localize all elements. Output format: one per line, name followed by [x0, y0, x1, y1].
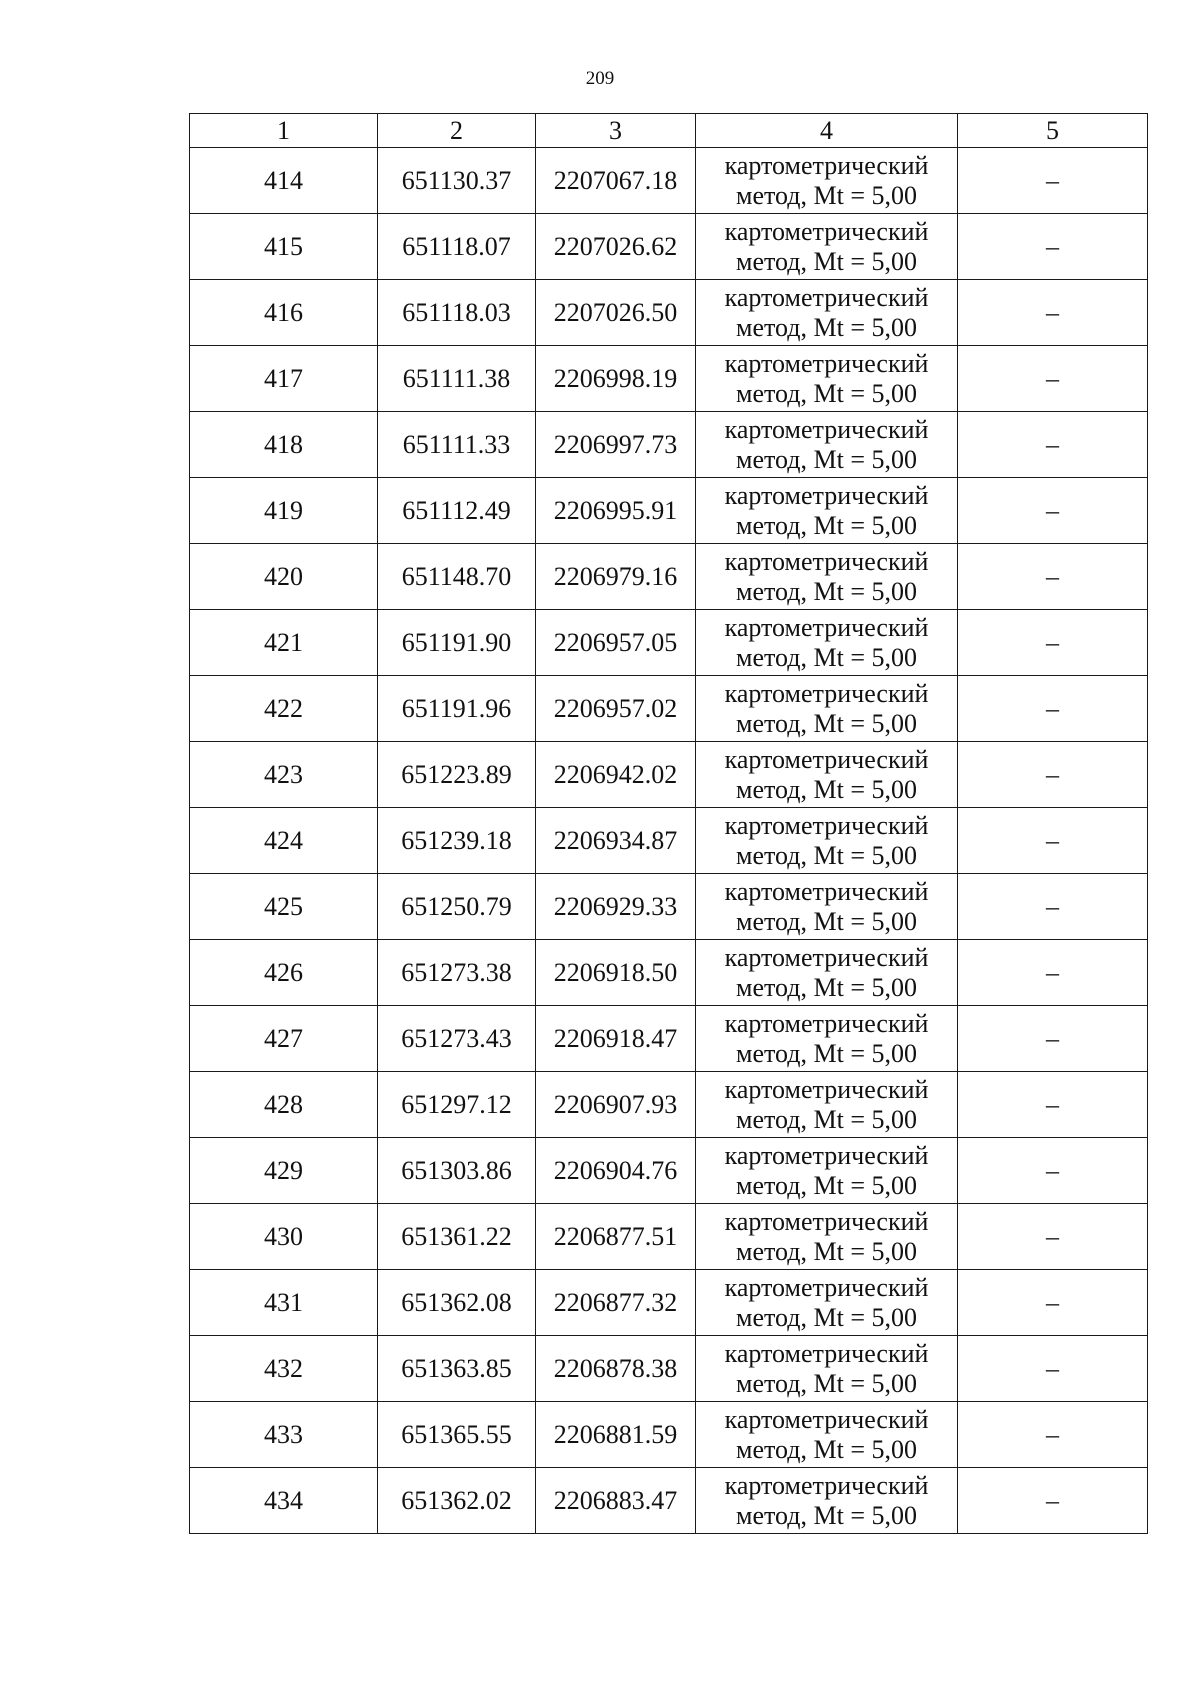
point-number-cell: 433 [190, 1402, 378, 1468]
method-text-line2: метод, Mt = 5,00 [736, 1434, 917, 1464]
method-cell [696, 1006, 958, 1072]
y-coordinate-cell: 2206907.93 [536, 1072, 696, 1138]
method-cell [696, 478, 958, 544]
y-coordinate-cell: 2206929.33 [536, 874, 696, 940]
method-text-line1: картометрический [724, 942, 929, 972]
method-text-line1: картометрический [724, 612, 929, 642]
method-text-line2: метод, Mt = 5,00 [736, 378, 917, 408]
method-text-line2: метод, Mt = 5,00 [736, 312, 917, 342]
method-text-line1: картометрический [724, 1008, 929, 1038]
note-cell: – [958, 412, 1148, 478]
point-number-cell: 418 [190, 412, 378, 478]
x-coordinate-cell: 651118.03 [378, 280, 536, 346]
y-coordinate-cell: 2206904.76 [536, 1138, 696, 1204]
x-coordinate-cell: 651250.79 [378, 874, 536, 940]
method-text-line2: метод, Mt = 5,00 [736, 246, 917, 276]
method-text-line1: картометрический [724, 1404, 929, 1434]
note-cell: – [958, 1072, 1148, 1138]
point-number-cell: 424 [190, 808, 378, 874]
table-row [190, 214, 1148, 280]
table-row [190, 1270, 1148, 1336]
y-coordinate-cell: 2206877.51 [536, 1204, 696, 1270]
y-coordinate-cell: 2206877.32 [536, 1270, 696, 1336]
table-row [190, 1468, 1148, 1534]
y-coordinate-cell: 2206995.91 [536, 478, 696, 544]
method-text-line2: метод, Mt = 5,00 [736, 972, 917, 1002]
y-coordinate-cell: 2206998.19 [536, 346, 696, 412]
x-coordinate-cell: 651239.18 [378, 808, 536, 874]
method-cell [696, 742, 958, 808]
note-cell: – [958, 1402, 1148, 1468]
method-cell [696, 1138, 958, 1204]
y-coordinate-cell: 2206957.05 [536, 610, 696, 676]
note-cell: – [958, 1204, 1148, 1270]
note-cell: – [958, 214, 1148, 280]
table-row [190, 1072, 1148, 1138]
method-text-line1: картометрический [724, 150, 929, 180]
note-cell: – [958, 1138, 1148, 1204]
method-cell [696, 148, 958, 214]
method-text-line1: картометрический [724, 1470, 929, 1500]
method-text-line2: метод, Mt = 5,00 [736, 642, 917, 672]
note-cell: – [958, 346, 1148, 412]
note-cell: – [958, 148, 1148, 214]
method-text-line1: картометрический [724, 1338, 929, 1368]
point-number-cell: 419 [190, 478, 378, 544]
point-number-cell: 428 [190, 1072, 378, 1138]
method-cell [696, 610, 958, 676]
header-cell-4: 4 [696, 114, 958, 148]
note-cell: – [958, 1270, 1148, 1336]
method-text-line2: метод, Mt = 5,00 [736, 510, 917, 540]
point-number-cell: 417 [190, 346, 378, 412]
y-coordinate-cell: 2207026.62 [536, 214, 696, 280]
header-cell-3: 3 [536, 114, 696, 148]
x-coordinate-cell: 651191.96 [378, 676, 536, 742]
method-cell [696, 1204, 958, 1270]
header-cell-5: 5 [958, 114, 1148, 148]
y-coordinate-cell: 2207026.50 [536, 280, 696, 346]
y-coordinate-cell: 2207067.18 [536, 148, 696, 214]
note-cell: – [958, 1336, 1148, 1402]
coordinates-table [189, 113, 1148, 1534]
method-cell [696, 544, 958, 610]
method-text-line2: метод, Mt = 5,00 [736, 576, 917, 606]
x-coordinate-cell: 651118.07 [378, 214, 536, 280]
note-cell: – [958, 742, 1148, 808]
y-coordinate-cell: 2206957.02 [536, 676, 696, 742]
y-coordinate-cell: 2206878.38 [536, 1336, 696, 1402]
x-coordinate-cell: 651303.86 [378, 1138, 536, 1204]
point-number-cell: 434 [190, 1468, 378, 1534]
method-cell [696, 412, 958, 478]
point-number-cell: 425 [190, 874, 378, 940]
method-cell [696, 280, 958, 346]
method-cell [696, 1468, 958, 1534]
table-row [190, 808, 1148, 874]
point-number-cell: 414 [190, 148, 378, 214]
y-coordinate-cell: 2206934.87 [536, 808, 696, 874]
point-number-cell: 429 [190, 1138, 378, 1204]
note-cell: – [958, 1468, 1148, 1534]
y-coordinate-cell: 2206881.59 [536, 1402, 696, 1468]
method-cell [696, 808, 958, 874]
table-row [190, 1006, 1148, 1072]
method-text-line2: метод, Mt = 5,00 [736, 1170, 917, 1200]
method-text-line1: картометрический [724, 1140, 929, 1170]
x-coordinate-cell: 651297.12 [378, 1072, 536, 1138]
page-number: 209 [585, 68, 615, 89]
x-coordinate-cell: 651111.38 [378, 346, 536, 412]
method-text-line1: картометрический [724, 744, 929, 774]
method-cell [696, 1402, 958, 1468]
y-coordinate-cell: 2206979.16 [536, 544, 696, 610]
y-coordinate-cell: 2206883.47 [536, 1468, 696, 1534]
method-text-line2: метод, Mt = 5,00 [736, 1104, 917, 1134]
method-text-line2: метод, Mt = 5,00 [736, 1236, 917, 1266]
method-cell [696, 346, 958, 412]
note-cell: – [958, 676, 1148, 742]
table-row [190, 544, 1148, 610]
method-text-line1: картометрический [724, 480, 929, 510]
table-row [190, 478, 1148, 544]
method-text-line2: метод, Mt = 5,00 [736, 1302, 917, 1332]
x-coordinate-cell: 651273.38 [378, 940, 536, 1006]
method-text-line1: картометрический [724, 348, 929, 378]
point-number-cell: 431 [190, 1270, 378, 1336]
note-cell: – [958, 280, 1148, 346]
method-text-line1: картометрический [724, 414, 929, 444]
table-row [190, 742, 1148, 808]
method-text-line1: картометрический [724, 282, 929, 312]
method-text-line1: картометрический [724, 678, 929, 708]
x-coordinate-cell: 651362.02 [378, 1468, 536, 1534]
method-text-line2: метод, Mt = 5,00 [736, 906, 917, 936]
table-header [190, 114, 1148, 148]
note-cell: – [958, 940, 1148, 1006]
method-cell [696, 676, 958, 742]
method-text-line2: метод, Mt = 5,00 [736, 1038, 917, 1068]
method-text-line1: картометрический [724, 546, 929, 576]
table-row [190, 676, 1148, 742]
table-row [190, 412, 1148, 478]
method-cell [696, 1072, 958, 1138]
point-number-cell: 415 [190, 214, 378, 280]
method-text-line2: метод, Mt = 5,00 [736, 1500, 917, 1530]
table-row [190, 1138, 1148, 1204]
x-coordinate-cell: 651111.33 [378, 412, 536, 478]
method-cell [696, 214, 958, 280]
note-cell: – [958, 610, 1148, 676]
method-text-line2: метод, Mt = 5,00 [736, 180, 917, 210]
method-text-line2: метод, Mt = 5,00 [736, 708, 917, 738]
method-text-line2: метод, Mt = 5,00 [736, 444, 917, 474]
table-row [190, 148, 1148, 214]
table-row [190, 940, 1148, 1006]
point-number-cell: 416 [190, 280, 378, 346]
method-text-line1: картометрический [724, 216, 929, 246]
table-row [190, 346, 1148, 412]
note-cell: – [958, 544, 1148, 610]
point-number-cell: 427 [190, 1006, 378, 1072]
table-row [190, 1402, 1148, 1468]
point-number-cell: 421 [190, 610, 378, 676]
method-text-line2: метод, Mt = 5,00 [736, 774, 917, 804]
method-text-line1: картометрический [724, 810, 929, 840]
point-number-cell: 423 [190, 742, 378, 808]
x-coordinate-cell: 651361.22 [378, 1204, 536, 1270]
table-row [190, 1336, 1148, 1402]
table-row [190, 280, 1148, 346]
x-coordinate-cell: 651130.37 [378, 148, 536, 214]
method-text-line1: картометрический [724, 876, 929, 906]
y-coordinate-cell: 2206918.50 [536, 940, 696, 1006]
header-cell-1: 1 [190, 114, 378, 148]
note-cell: – [958, 874, 1148, 940]
table-row [190, 610, 1148, 676]
note-cell: – [958, 1006, 1148, 1072]
method-text-line1: картометрический [724, 1272, 929, 1302]
y-coordinate-cell: 2206918.47 [536, 1006, 696, 1072]
table-row [190, 1204, 1148, 1270]
x-coordinate-cell: 651273.43 [378, 1006, 536, 1072]
method-text-line2: метод, Mt = 5,00 [736, 1368, 917, 1398]
method-text-line2: метод, Mt = 5,00 [736, 840, 917, 870]
method-cell [696, 874, 958, 940]
x-coordinate-cell: 651362.08 [378, 1270, 536, 1336]
method-cell [696, 940, 958, 1006]
point-number-cell: 426 [190, 940, 378, 1006]
x-coordinate-cell: 651365.55 [378, 1402, 536, 1468]
y-coordinate-cell: 2206942.02 [536, 742, 696, 808]
x-coordinate-cell: 651148.70 [378, 544, 536, 610]
header-cell-2: 2 [378, 114, 536, 148]
note-cell: – [958, 808, 1148, 874]
point-number-cell: 422 [190, 676, 378, 742]
table-body [190, 148, 1148, 1534]
x-coordinate-cell: 651112.49 [378, 478, 536, 544]
method-cell [696, 1336, 958, 1402]
y-coordinate-cell: 2206997.73 [536, 412, 696, 478]
method-cell [696, 1270, 958, 1336]
table-row [190, 874, 1148, 940]
x-coordinate-cell: 651363.85 [378, 1336, 536, 1402]
point-number-cell: 420 [190, 544, 378, 610]
point-number-cell: 432 [190, 1336, 378, 1402]
x-coordinate-cell: 651191.90 [378, 610, 536, 676]
method-text-line1: картометрический [724, 1206, 929, 1236]
header-row [190, 114, 1148, 148]
point-number-cell: 430 [190, 1204, 378, 1270]
method-text-line1: картометрический [724, 1074, 929, 1104]
x-coordinate-cell: 651223.89 [378, 742, 536, 808]
note-cell: – [958, 478, 1148, 544]
